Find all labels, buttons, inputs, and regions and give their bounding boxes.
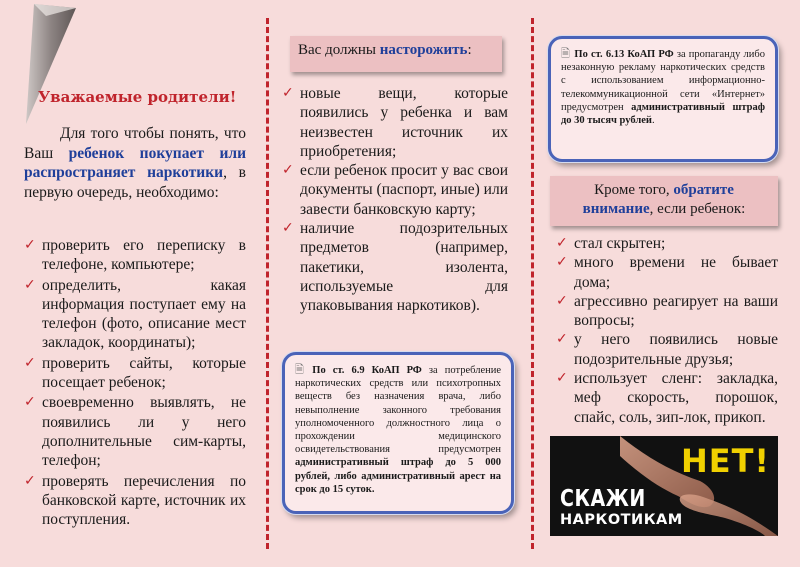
- attention-callout: [550, 176, 778, 226]
- law-heading: По ст. 6.13 КоАП РФ: [574, 49, 674, 60]
- parent-checklist: [24, 236, 246, 530]
- say-heading: СКАЖИ: [560, 485, 646, 513]
- cone-decoration-icon: [6, 4, 76, 124]
- intro-text-after: , в первую очередь, необходимо:: [24, 164, 246, 201]
- law-penalty: административный штраф до 30 тысяч рублей: [561, 101, 765, 127]
- attention-highlight: обратите внимание: [582, 182, 734, 217]
- list-item: ✓ своевременно выявлять, не появились ли у него дополнительные сим-карты, телефон;: [24, 394, 246, 470]
- attention-text-before: Кроме того,: [594, 182, 674, 198]
- law-body: за потребление наркотических средств или психотропных веществ без назначения врача, либо невыполнение законного требования уполномоченного должностного лица о прохождении медицинского освидетельствования предусмотрен: [295, 365, 501, 456]
- list-item: ✓ проверять перечисления по банковской карте, источник их поступления.: [24, 472, 246, 529]
- check-icon: ✓: [24, 394, 36, 411]
- list-item: ✓ определить, какая информация поступает ему на телефон (фото, описание мест закладок, координаты);: [24, 276, 246, 352]
- say-no-banner: [550, 436, 778, 536]
- law-heading: По ст. 6.9 КоАП РФ: [312, 365, 422, 376]
- list-item: ✓ много времени не бывает дома;: [556, 254, 778, 291]
- list-item: ✓ проверить его переписку в телефоне, компьютере;: [24, 237, 246, 274]
- alert-callout: [290, 36, 502, 72]
- check-icon: ✓: [556, 370, 568, 387]
- document-icon: 🗎: [561, 47, 571, 60]
- alert-highlight: насторожить: [379, 42, 468, 58]
- intro-paragraph: [24, 124, 246, 202]
- attention-text-after: , если ребенок:: [649, 201, 746, 217]
- column-divider-right: [531, 18, 534, 549]
- list-item: ✓ проверить сайты, которые посещает ребенок;: [24, 354, 246, 392]
- check-icon: ✓: [282, 85, 294, 101]
- law-body: за пропаганду либо незаконную рекламу наркотических средств с использованием информационно-телекоммуникационной сети «Интернет» предусмотрен: [561, 49, 765, 113]
- list-item: ✓ новые вещи, которые появились у ребенка и вам неизвестен источник их приобретения;: [282, 85, 508, 160]
- check-icon: ✓: [24, 354, 36, 371]
- check-icon: ✓: [556, 254, 568, 271]
- check-icon: ✓: [556, 292, 568, 309]
- check-icon: ✓: [556, 235, 568, 251]
- behavior-signs-list: [556, 234, 778, 427]
- intro-highlight: ребенок покупает или распространяет наркотики: [24, 144, 246, 181]
- warning-signs-list: [282, 84, 508, 316]
- check-icon: ✓: [282, 220, 294, 237]
- list-item: ✓ если ребенок просит у вас свои документы (паспорт, иные) или завести банковскую карту;: [282, 162, 508, 218]
- list-item: ✓ агрессивно реагирует на ваши вопросы;: [556, 292, 778, 330]
- law-penalty: административный штраф до 5 000 рублей, либо административный арест на срок до 15 суток.: [295, 457, 501, 495]
- check-icon: ✓: [282, 162, 294, 179]
- alert-text-after: :: [467, 42, 472, 58]
- list-item: ✓ использует сленг: закладка, меф скорость, порошок, спайс, соль, зип-лок, прикоп.: [556, 370, 778, 426]
- alert-text-before: Вас должны: [298, 42, 380, 58]
- check-icon: ✓: [24, 472, 36, 489]
- intro-text-before: Для того чтобы понять, что Ваш: [24, 125, 246, 162]
- greeting-heading: Уважаемые родители!: [38, 88, 237, 106]
- no-heading: НЕТ!: [680, 442, 770, 480]
- list-item: ✓ стал скрытен;: [556, 235, 666, 252]
- law-article-6-9-box: [282, 352, 514, 514]
- document-icon: 🗎: [295, 363, 309, 376]
- column-divider-left: [266, 18, 269, 549]
- list-item: ✓ наличие подозрительных предметов (например, пакетики, изолента, используемые для упаковывания наркотиков).: [282, 220, 508, 315]
- check-icon: ✓: [24, 276, 36, 293]
- check-icon: ✓: [24, 237, 36, 253]
- drugs-heading: НАРКОТИКАМ: [560, 512, 683, 528]
- law-end: .: [651, 115, 655, 127]
- check-icon: ✓: [556, 331, 568, 348]
- list-item: ✓ у него появились новые подозрительные друзья;: [556, 331, 778, 368]
- law-article-6-13-box: [548, 36, 778, 162]
